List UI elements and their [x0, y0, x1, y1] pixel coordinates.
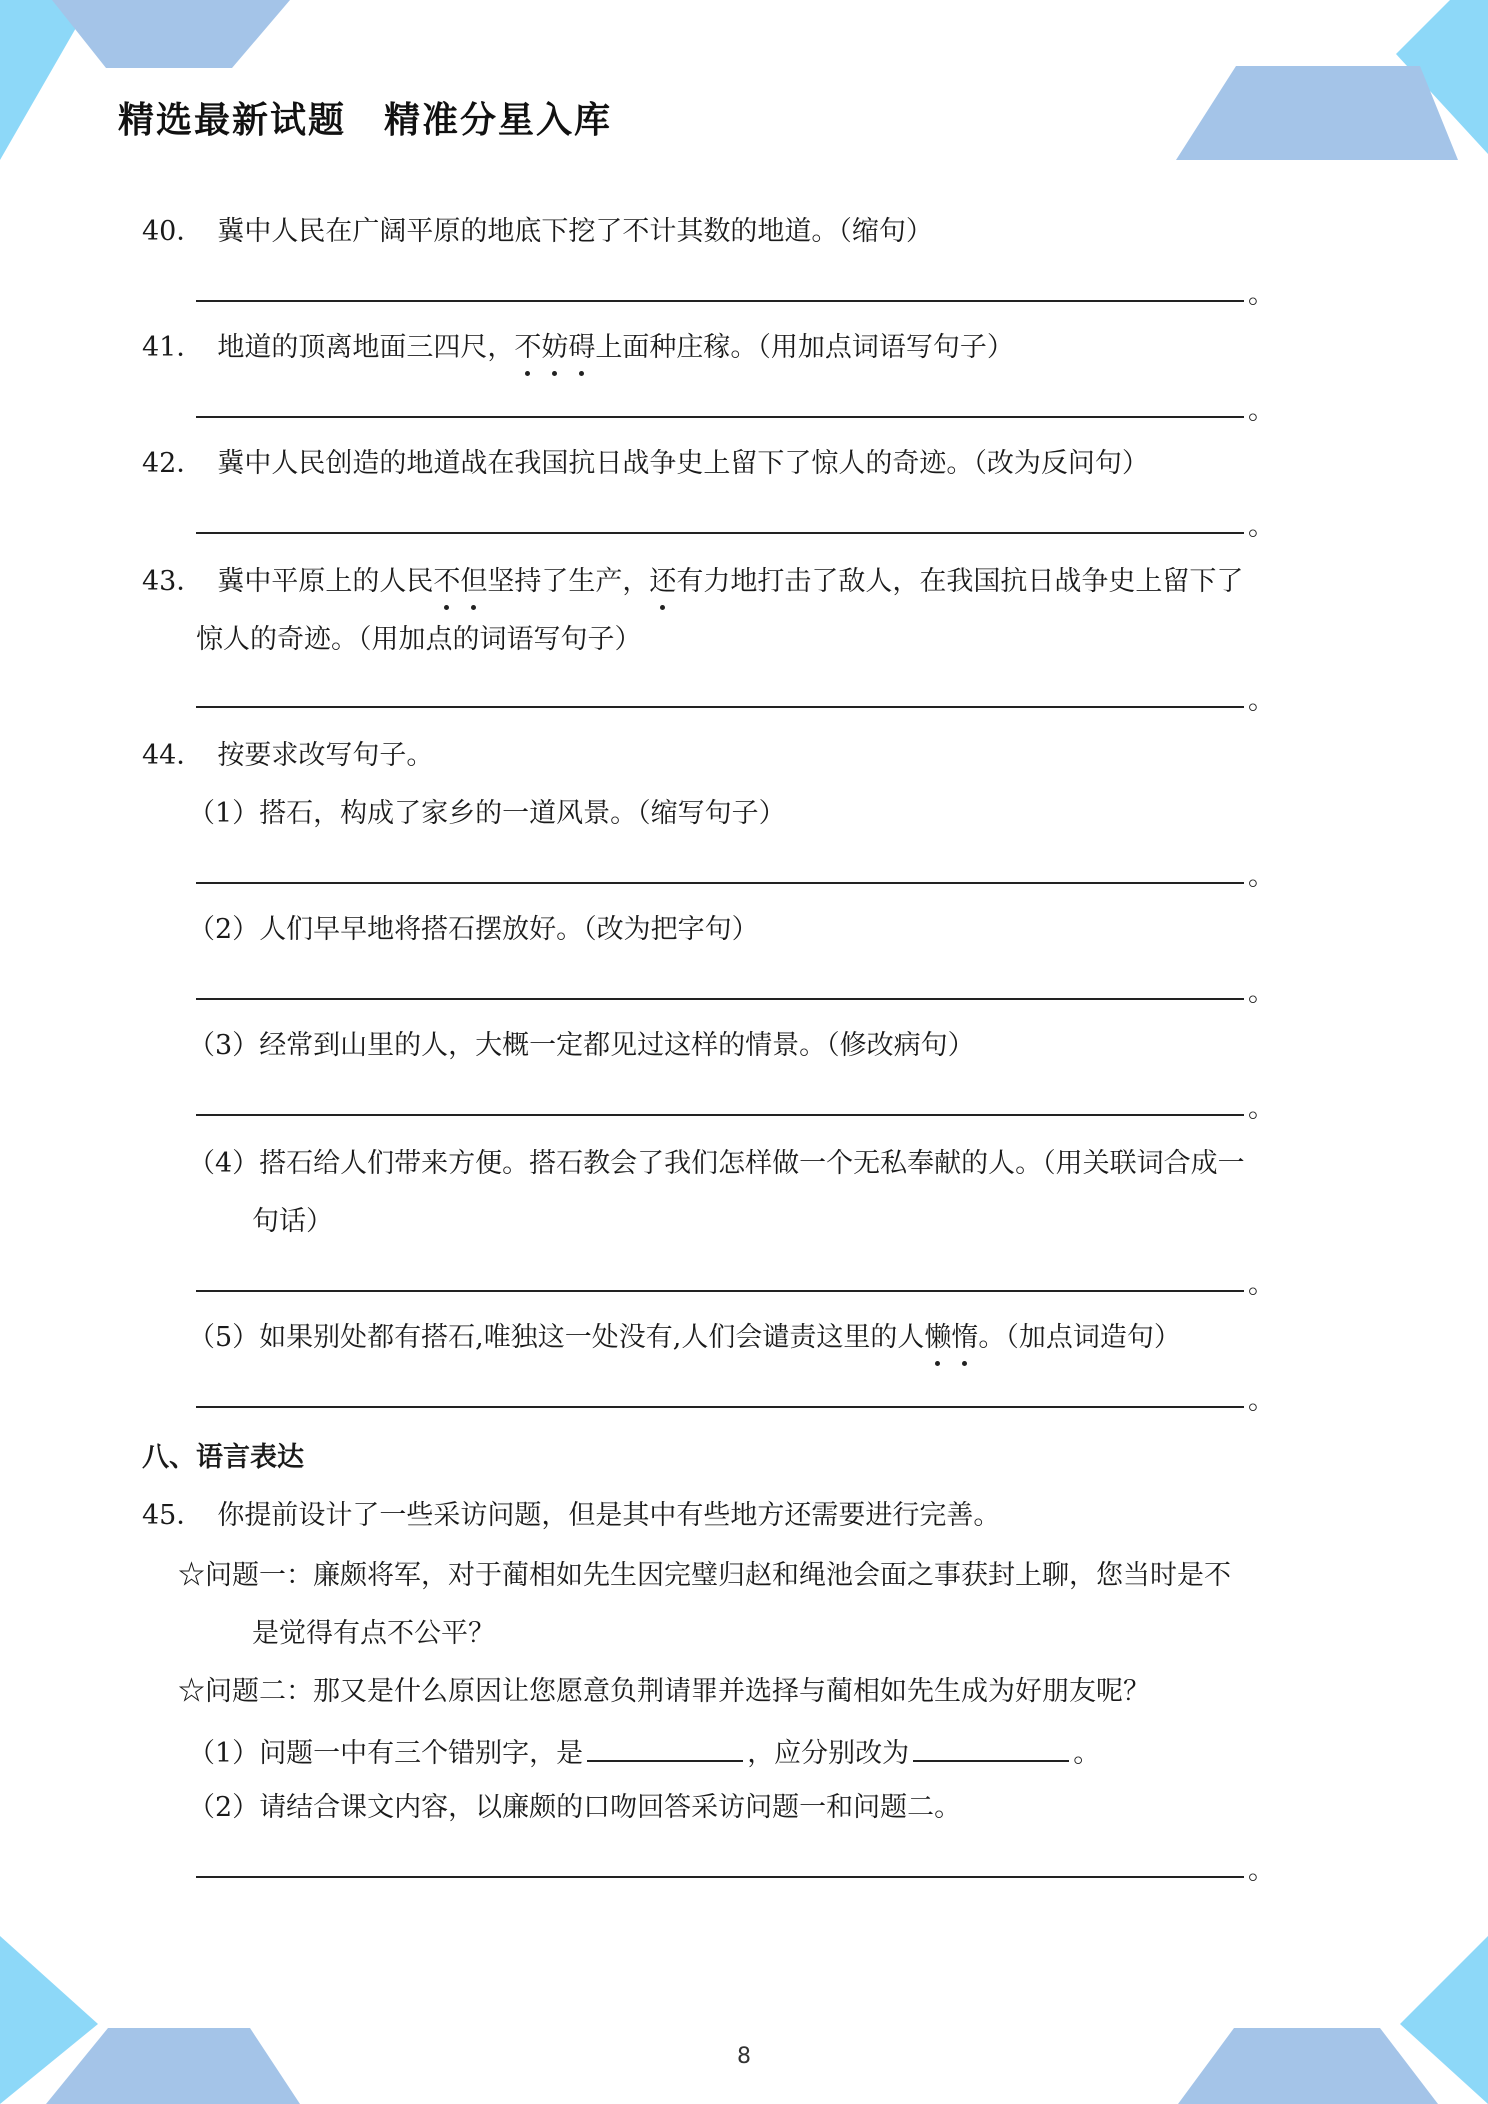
answer-blank-45-2[interactable]: 。	[196, 1848, 1244, 1888]
question-41: 41． 地道的顶离地面三四尺，不妨碍上面种庄稼。（用加点词语写句子）	[142, 328, 1014, 368]
answer-blank-44-5[interactable]: 。	[196, 1378, 1244, 1418]
question-number: 45．	[142, 1500, 204, 1531]
answer-blank-42[interactable]: 。	[196, 504, 1244, 544]
sub-question-44-3: （3）经常到山里的人，大概一定都见过这样的情景。（修改病句）	[188, 1030, 975, 1061]
question-number: 44．	[142, 740, 204, 771]
sub-question-44-2: （2）人们早早地将搭石摆放好。（改为把字句）	[188, 914, 759, 945]
question-text: 冀中人民创造的地道战在我国抗日战争史上留下了惊人的奇迹。（改为反问句）	[217, 448, 1149, 479]
header-title: 精选最新试题 精准分星入库	[118, 100, 613, 141]
sub-question-44-4-continuation: 句话）	[252, 1206, 333, 1237]
answer-blank-40[interactable]: 。	[196, 272, 1244, 312]
question-text: 冀中人民在广阔平原的地底下挖了不计其数的地道。（缩句）	[217, 216, 933, 247]
answer-blank-44-3[interactable]: 。	[196, 1086, 1244, 1126]
question-number: 41．	[142, 332, 204, 363]
question-44	[142, 736, 433, 776]
interview-question-1-continuation: 是觉得有点不公平？	[252, 1618, 495, 1649]
deco-shape-top-left-trapezoid	[52, 0, 290, 68]
question-number: 40．	[142, 216, 204, 247]
answer-blank-44-4[interactable]: 。	[196, 1262, 1244, 1302]
sub-question-44-1: （1）搭石，构成了家乡的一道风景。（缩写句子）	[188, 798, 786, 829]
sub-question-45-1: （1）问题一中有三个错别字，是 ，应分别改为 。	[188, 1730, 1100, 1774]
sub-question-45-2: （2）请结合课文内容，以廉颇的口吻回答采访问题一和问题二。	[188, 1792, 962, 1823]
question-number: 42．	[142, 448, 204, 479]
question-43-continuation: 惊人的奇迹。（用加点的词语写句子）	[196, 624, 642, 655]
dotted-char: 妨	[541, 328, 568, 368]
question-45	[142, 1496, 1000, 1536]
question-43: 43． 冀中平原上的人民不但坚持了生产，还有力地打击了敌人，在我国抗日战争史上留下了	[142, 562, 1243, 602]
fill-blank-corrections[interactable]	[913, 1730, 1069, 1762]
sub-question-44-5: （5）如果别处都有搭石,唯独这一处没有,人们会谴责这里的人懒惰。（加点词造句）	[188, 1318, 1181, 1358]
answer-blank-41[interactable]: 。	[196, 388, 1244, 428]
interview-question-1: ☆问题一：廉颇将军，对于蔺相如先生因完璧归赵和绳池会面之事获封上聊，您当时是不	[178, 1560, 1231, 1591]
question-text: 按要求改写句子。	[217, 740, 434, 771]
question-40	[142, 212, 933, 252]
dotted-char: 但	[460, 562, 487, 602]
dotted-char: 不	[514, 328, 541, 368]
dotted-char: 惰	[951, 1318, 978, 1358]
dotted-char: 懒	[924, 1318, 951, 1358]
question-42	[142, 444, 1149, 484]
answer-blank-44-1[interactable]: 。	[196, 854, 1244, 894]
question-text: 你提前设计了一些采访问题，但是其中有些地方还需要进行完善。	[217, 1500, 1001, 1531]
page-number: 8	[737, 2044, 751, 2069]
dotted-char: 还	[649, 562, 676, 602]
interview-question-2: ☆问题二：那又是什么原因让您愿意负荆请罪并选择与蔺相如先生成为好朋友呢？	[178, 1676, 1150, 1707]
question-number: 43．	[142, 566, 204, 597]
dotted-char: 碍	[568, 328, 595, 368]
sub-question-44-4: （4）搭石给人们带来方便。搭石教会了我们怎样做一个无私奉献的人。（用关联词合成一	[188, 1148, 1245, 1179]
fill-blank-wrong-chars[interactable]	[587, 1730, 743, 1762]
answer-blank-43[interactable]: 。	[196, 678, 1244, 718]
dotted-char: 不	[433, 562, 460, 602]
deco-shape-top-right-trapezoid	[1176, 66, 1458, 160]
answer-blank-44-2[interactable]: 。	[196, 970, 1244, 1010]
section-heading: 八、语言表达	[142, 1442, 304, 1473]
